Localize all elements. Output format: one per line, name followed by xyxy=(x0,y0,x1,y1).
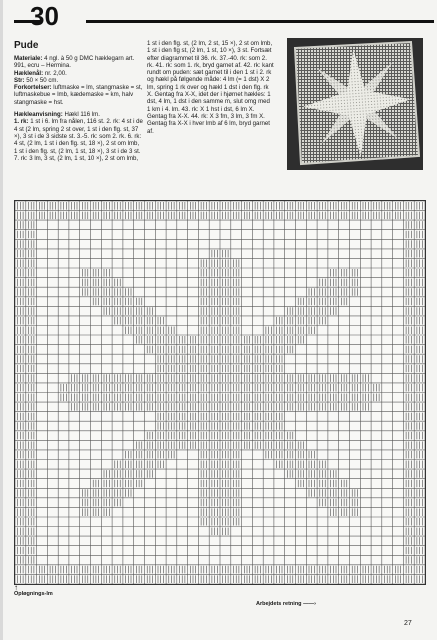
header-rule xyxy=(14,16,424,22)
instruction-lead: Hækleanvisning: xyxy=(14,111,63,119)
chart-caption-direction xyxy=(256,601,316,607)
crochet-chart xyxy=(14,200,426,585)
page-edge xyxy=(0,0,3,640)
pillow-photo-image xyxy=(287,38,423,170)
crochet-chart-grid xyxy=(15,201,425,584)
page-number: 27 xyxy=(404,620,412,627)
instruction-paragraph xyxy=(14,55,144,70)
instruction-paragraph xyxy=(14,70,144,77)
arrow-up-icon: ↑ xyxy=(14,583,18,592)
instruction-lead: 1. rk: xyxy=(14,118,29,126)
instruction-lead: Materiale: xyxy=(14,55,43,62)
instructions-left-column xyxy=(14,40,144,162)
pillow-photo xyxy=(287,38,423,170)
instruction-body: 50 × 50 cm. xyxy=(24,76,59,84)
instruction-lead: Hæklenål: xyxy=(14,69,44,77)
page-title: Pude xyxy=(14,40,39,51)
instruction-paragraphs xyxy=(14,55,144,162)
instruction-body: luftmaske = lm, stangmaske = st, luftmaskebue = lmb, kædemaske = km, halv stangmaske = hst. xyxy=(14,84,143,106)
instruction-lead: Str: xyxy=(14,76,25,84)
header-rule-right xyxy=(86,20,434,23)
chart-caption-foundation xyxy=(14,583,53,597)
pattern-number: 30 xyxy=(30,1,59,31)
instruction-lead: Forkortelser: xyxy=(14,84,52,92)
instruction-body: nr. 2,00. xyxy=(43,69,67,77)
instruction-paragraph xyxy=(14,84,144,106)
chart-caption-direction-label: Arbejdets retning xyxy=(256,601,302,607)
instruction-body: Hækl 116 lm. xyxy=(62,111,100,119)
instruction-body: 4 ngl. à 50 g DMC hæklegarn art. 991, ecru – Hermina. xyxy=(14,55,135,70)
arrow-right-icon: ——› xyxy=(303,601,316,607)
instruction-paragraph xyxy=(14,77,144,84)
chart-gridlines xyxy=(15,201,425,584)
instruction-paragraph xyxy=(14,118,144,162)
chart-caption-foundation-label: Opløgnings-lm xyxy=(14,591,53,597)
instruction-body: 1 st i 6. lm fra nålen, 116 st. 2. rk: 4 st i de 4 st (2 lm, spring 2 st over, 1 st i den flg. st, 37 ×), 3 st i de 3 sidste st. 3.-5. rk: som 2. rk. 6. rk: 4 st, (2 lm, 1 st i den flg. st, 18 ×), 2 st om lmb, 1 st i den flg. st, (2 lm, 1 st, 18 ×), 3 st i de 3 st. 7. rk: 3 lm, 3 st, (2 lm, 1 st, 10 ×), 2 st om lmb, xyxy=(14,118,143,162)
instructions-middle-column xyxy=(147,40,275,135)
instruction-paragraph xyxy=(14,111,144,118)
instruction-text-continued: 1 st i den flg. st, (2 lm, 2 st, 15 ×), 2 st om lmb, 1 st i den flg st, (2 lm, 1 st, 10 ×), 3 st. Fortsæt efter diagrammet til 36. rk. 37.-40. rk: som 2. rk. 41. rk: som 1. rk, bryd garnet af. 42. rk: kant rundt om puden: sæt garnet til i den 1 st i 2. rk og hækl på følgende måde: 4 lm (= 1 dst) X 2 lm, spring 1 rk over og hækl 1 dst i den flg. rk X. Gentag fra X-X, idet der i hjørnet hækles: 1 dst, 4 lm, 1 dst i den samme m, slut omg med 1 km i 4. lm. 43. rk: X 1 hst i dst, 6 lm X. Gentag fra X-X. 44. rk: X 3 fm, 3 lm, 3 fm X. Gentag fra X-X i hver lmb af 6 lm, bryd garnet af. xyxy=(147,40,274,135)
